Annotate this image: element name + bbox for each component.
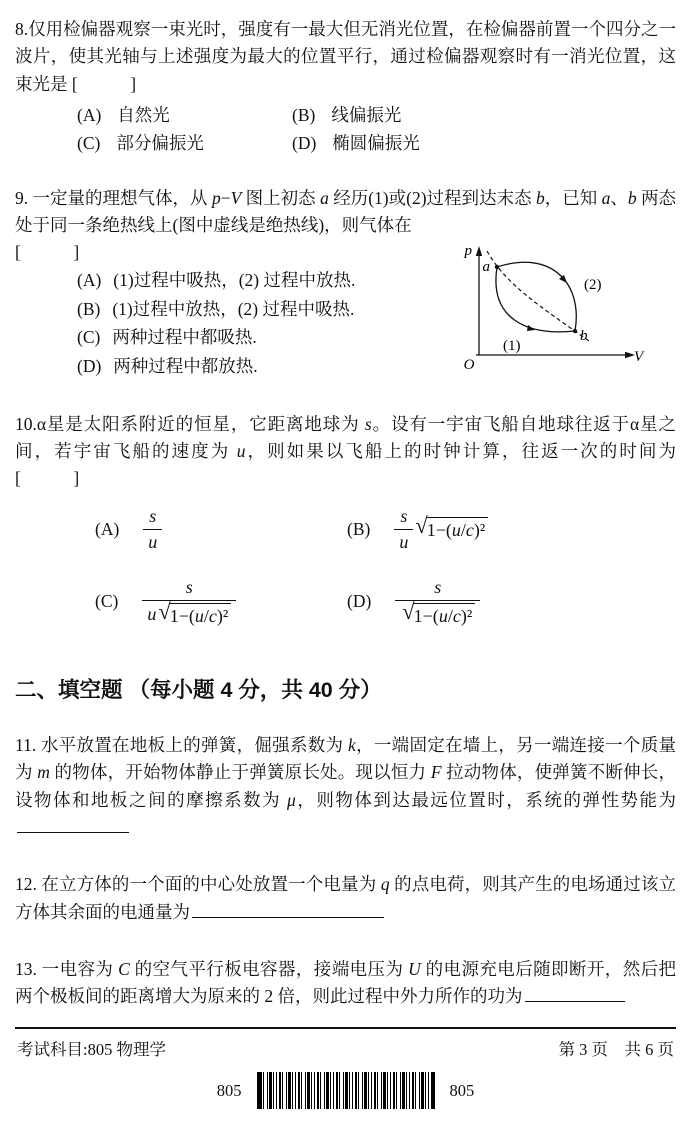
process-curve-2 xyxy=(497,262,576,331)
fraction xyxy=(142,577,236,627)
question-10-text: 10.α星是太阳系附近的恒星，它距离地球为 s。设有一宇宙飞船自地球往返于α星之间，若宇宙飞船的速度为 u，则如果以飞船上的时钟计算，往返一次的时间为 [ ] xyxy=(15,413,694,489)
radical-sign: √ xyxy=(402,598,415,624)
fraction xyxy=(143,506,162,552)
option-8d xyxy=(292,129,420,157)
option-8c xyxy=(77,129,292,157)
square-root xyxy=(415,513,488,542)
option-label: (D) xyxy=(77,355,102,376)
option-label: (A) xyxy=(77,270,102,291)
option-label: (B) xyxy=(292,104,316,125)
option-text: 椭圆偏振光 xyxy=(332,133,420,154)
denominator xyxy=(395,600,480,628)
question-12-text: 12. 在立方体的一个面的中心处放置一个电量为 q 的点电荷，则其产生的电场通过该立方体其余面的电通量为 xyxy=(15,874,677,922)
option-label: (A) xyxy=(77,104,102,125)
option-9b xyxy=(77,295,477,323)
option-text: 线偏振光 xyxy=(331,104,402,125)
option-text: 自然光 xyxy=(117,104,170,125)
section-2-title: 二、填空题 （每小题 4 分，共 40 分） xyxy=(15,678,382,703)
denominator: u √ 1−(u/c)² xyxy=(142,600,236,628)
option-label: (B) xyxy=(77,298,101,319)
option-9c xyxy=(77,323,477,351)
option-9a xyxy=(77,266,477,294)
state-point-b xyxy=(573,328,577,332)
fraction xyxy=(395,577,480,627)
question-11 xyxy=(15,732,676,841)
option-9d xyxy=(77,352,477,380)
y-axis-label: p xyxy=(464,242,472,259)
curve-1-arrow-icon xyxy=(527,325,535,331)
question-8 xyxy=(15,16,676,158)
square-root xyxy=(402,598,475,628)
question-9-text: 9. 一定量的理想气体，从 p−V 图上初态 a 经历(1)或(2)过程到达末态 b，已知 a、b 两态处于同一条绝热线上(图中虚线是绝热线)，则气体在 xyxy=(15,187,677,235)
point-a-label: a xyxy=(482,258,490,275)
option-text: 两种过程中都吸热. xyxy=(112,327,257,348)
curve-1-label: (1) xyxy=(503,337,521,354)
question-10 xyxy=(15,411,694,628)
option-label: (C) xyxy=(77,327,101,348)
question-9-options xyxy=(15,266,477,379)
option-10c xyxy=(95,577,347,627)
square-root xyxy=(158,598,231,628)
option-label: (C) xyxy=(95,591,119,612)
question-11-text: 11. 水平放置在地板上的弹簧，倔强系数为 k，一端固定在墙上，另一端连接一个质量为 m 的物体，开始物体静止于弹簧原长处。现以恒力 F 拉动物体，使弹簧不断伸长，设物体和地板之间的摩擦系数为 μ，则物体到达最远位置时，系统的弹性势能为 xyxy=(15,735,677,810)
formula-d xyxy=(395,577,480,627)
question-13-text: 13. 一电容为 C 的空气平行板电容器，接端电压为 U 的电源充电后随即断开，然后把两个极板间的距离增大为原来的 2 倍，则此过程中外力所作的功为 xyxy=(15,958,677,1007)
formula-b xyxy=(394,506,488,552)
option-text: 两种过程中都放热. xyxy=(113,355,258,376)
option-10d xyxy=(347,577,480,627)
option-10b xyxy=(347,506,488,552)
option-8a xyxy=(77,101,292,129)
question-12 xyxy=(15,871,676,926)
option-label: (D) xyxy=(292,133,317,154)
question-8-text: 8.仅用检偏器观察一束光时，强度有一最大但无消光位置，在检偏器前置一个四分之一波片，使其光轴与上述强度为最大的位置平行，通过检偏器观察时有一消光位置，这束光是 [ ] xyxy=(15,19,676,94)
pv-diagram xyxy=(451,241,646,373)
question-8-options xyxy=(15,101,676,158)
option-text: (1)过程中吸热，(2) 过程中放热. xyxy=(113,270,356,291)
numerator: s xyxy=(400,506,408,527)
barcode-row xyxy=(15,1072,676,1122)
origin-label: O xyxy=(463,356,475,373)
state-point-a xyxy=(495,264,499,268)
denominator: u xyxy=(143,529,162,553)
barcode-image xyxy=(257,1072,435,1109)
answer-blank xyxy=(192,902,384,918)
option-text: 部分偏振光 xyxy=(116,133,204,154)
formula-c xyxy=(142,577,236,627)
barcode-number-left: 805 xyxy=(216,1080,242,1100)
option-8b xyxy=(292,101,401,129)
curve-2-arrow-icon xyxy=(559,275,567,283)
numerator: s xyxy=(149,506,157,527)
radicand: 1−(u/c)² xyxy=(426,517,489,542)
answer-blank xyxy=(17,817,129,833)
page-footer xyxy=(15,1027,676,1122)
question-9 xyxy=(15,185,676,381)
radicand: 1−(u/c)² xyxy=(413,603,476,628)
formula-a xyxy=(143,506,162,552)
y-axis-arrow-icon xyxy=(476,246,482,256)
point-b-label: b xyxy=(580,327,588,344)
barcode-number-right: 805 xyxy=(449,1080,475,1100)
option-label: (B) xyxy=(347,519,371,540)
option-text: (1)过程中放热，(2) 过程中吸热. xyxy=(112,298,355,319)
option-10a xyxy=(95,506,347,552)
exam-subject: 考试科目:805 物理学 xyxy=(17,1040,166,1059)
option-label: (D) xyxy=(347,591,372,612)
answer-blank xyxy=(525,986,625,1002)
page-number: 第 3 页 共 6 页 xyxy=(558,1040,674,1059)
curve-2-label: (2) xyxy=(584,276,602,293)
option-label: (C) xyxy=(77,133,101,154)
denominator: u xyxy=(394,529,413,553)
fraction xyxy=(394,506,413,552)
radical-sign: √ xyxy=(158,598,171,624)
question-10-options xyxy=(15,506,676,627)
x-axis-label: V xyxy=(634,348,644,365)
option-label: (A) xyxy=(95,519,120,540)
question-9-bracket: [ ] xyxy=(15,242,80,263)
numerator: s xyxy=(434,576,442,597)
radical-sign: √ xyxy=(415,513,428,539)
numerator: s xyxy=(185,576,193,597)
question-13 xyxy=(15,956,676,1011)
radicand: 1−(u/c)² xyxy=(169,603,232,628)
